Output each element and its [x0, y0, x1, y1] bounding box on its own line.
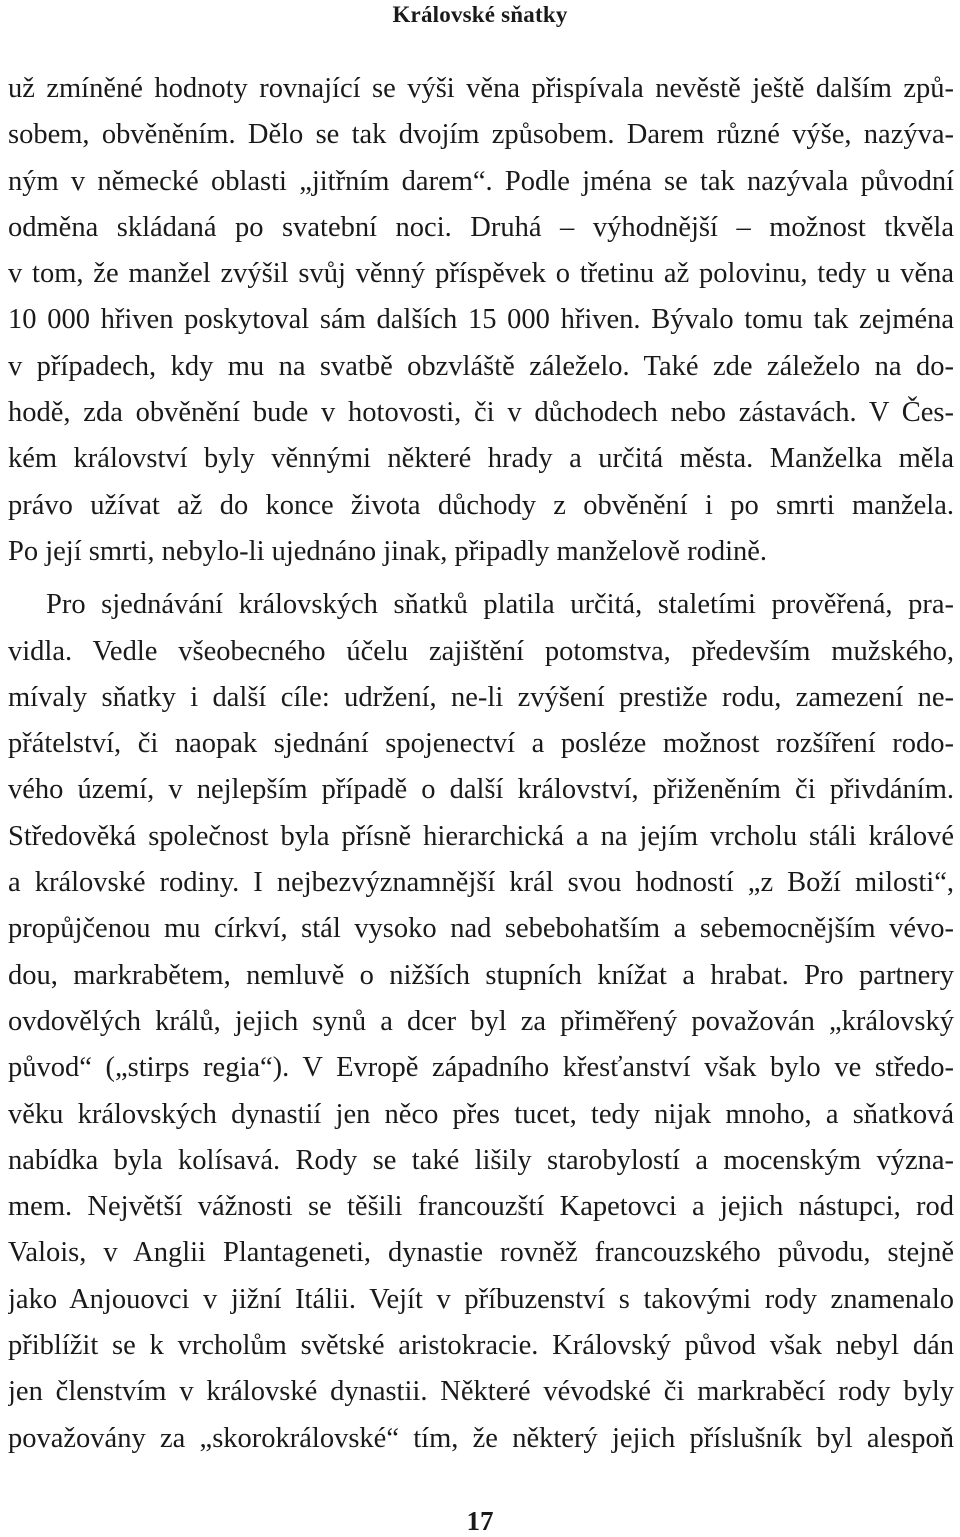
text-line: nabídka byla kolísavá. Rody se také lišily starobylostí a mocenským význa-	[8, 1144, 954, 1176]
page-number: 17	[466, 1506, 494, 1536]
text-line: Středověká společnost byla přísně hierarchická a na jejím vrcholu stáli králové	[8, 820, 954, 852]
text-line: dou, markrabětem, nemluvě o nižších stupních knížat a hrabat. Pro partnery	[8, 959, 954, 991]
paragraph-gap	[8, 575, 954, 582]
text-line: Pro sjednávání královských sňatků platila určitá, staletími prověřená, pra-	[46, 589, 954, 621]
paragraph-1	[8, 66, 954, 575]
body-text	[8, 66, 954, 1462]
text-line: mem. Největší vážnosti se těšili francouzští Kapetovci a jejich nástupci, rod	[8, 1191, 954, 1223]
text-line: Po její smrti, nebylo-li ujednáno jinak, připadly manželově rodině.	[8, 535, 768, 567]
text-line: v tom, že manžel zvýšil svůj věnný příspěvek o třetinu až polovinu, tedy u věna	[8, 258, 954, 290]
paragraph-2	[8, 582, 954, 1462]
text-line: jen členstvím v královské dynastii. Některé vévodské či markraběcí rody byly	[8, 1376, 954, 1408]
text-line: v případech, kdy mu na svatbě obzvláště záleželo. Také zde záleželo na do-	[8, 350, 954, 382]
running-head: Královské sňatky	[392, 2, 568, 27]
text-line: původ“ („stirps regia“). V Evropě západního křesťanství však bylo ve středo-	[8, 1052, 954, 1084]
text-line: sobem, obvěněním. Dělo se tak dvojím způsobem. Darem různé výše, nazýva-	[8, 119, 954, 151]
text-line: mívaly sňatky i další cíle: udržení, ne-li zvýšení prestiže rodu, zamezení ne-	[8, 681, 954, 713]
text-line: Valois, v Anglii Plantageneti, dynastie rovněž francouzského původu, stejně	[8, 1237, 954, 1269]
text-line: už zmíněné hodnoty rovnající se výši věna přispívala nevěstě ještě dalším způ-	[8, 73, 954, 104]
text-line: vidla. Vedle všeobecného účelu zajištění potomstva, především mužského,	[8, 635, 954, 667]
text-line: právo užívat až do konce života důchody z obvěnění i po smrti manžela.	[8, 489, 954, 521]
text-line: a královské rodiny. I nejbezvýznamnější král svou hodností „z Boží milosti“,	[8, 867, 954, 899]
text-line: vého území, v nejlepším případě o další království, přiženěním či přivdáním.	[8, 774, 954, 806]
text-line: považovány za „skorokrálovské“ tím, že některý jejich příslušník byl alespoň	[8, 1422, 954, 1454]
text-line: přátelství, či naopak sjednání spojenectví a posléze možnost rozšíření rodo-	[8, 728, 954, 760]
text-line: ovdovělých králů, jejich synů a dcer byl za přiměřený považován „královský	[8, 1005, 954, 1037]
text-line: přiblížit se k vrcholům světské aristokracie. Královský původ však nebyl dán	[8, 1330, 954, 1362]
text-line: odměna skládaná po svatební noci. Druhá – výhodnější – možnost tkvěla	[8, 211, 954, 243]
text-line: 10 000 hřiven poskytoval sám dalších 15 000 hřiven. Bývalo tomu tak zejména	[8, 304, 954, 336]
text-line: kém království byly věnnými některé hrady a určitá města. Manželka měla	[8, 443, 954, 475]
text-line: jako Anjouovci v jižní Itálii. Vejít v příbuzenství s takovými rody znamenalo	[8, 1283, 954, 1315]
text-line: hodě, zda obvěnění bude v hotovosti, či v důchodech nebo zástavách. V Čes-	[8, 397, 954, 429]
text-line: ným v německé oblasti „jitřním darem“. Podle jména se tak nazývala původní	[8, 165, 954, 197]
text-line: věku královských dynastií jen něco přes tucet, tedy nijak mnoho, a sňatková	[8, 1098, 954, 1130]
text-line: propůjčenou mu církví, stál vysoko nad sebebohatším a sebemocnějším vévo-	[8, 913, 954, 945]
